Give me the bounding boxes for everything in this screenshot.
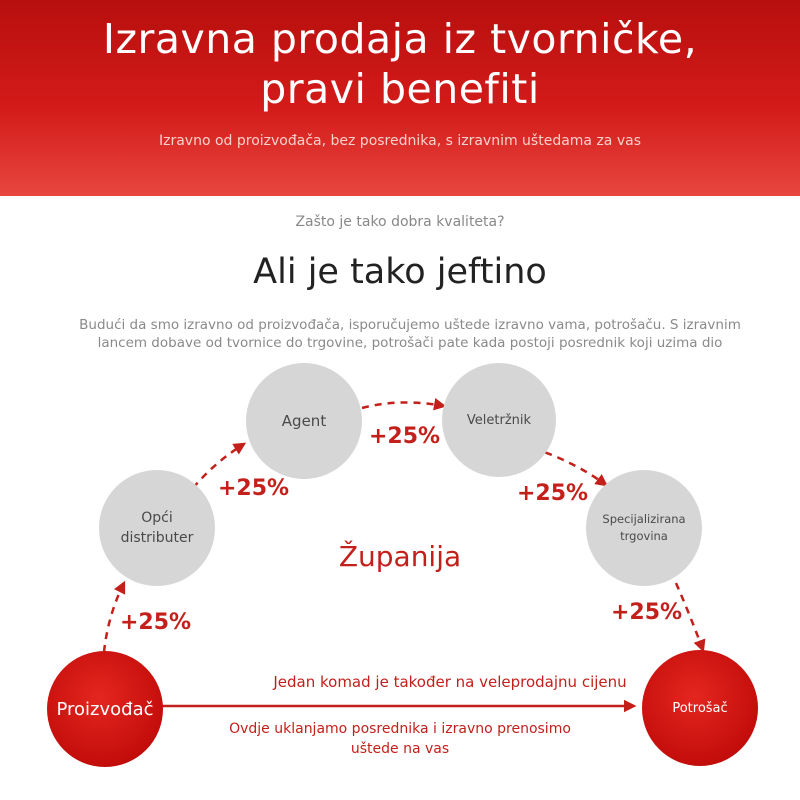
node-specialty-store-label: Specijalizirana trgovina (602, 512, 686, 543)
node-manufacturer (47, 651, 163, 767)
node-agent (246, 363, 362, 479)
hero-title-line1: Izravna prodaja iz tvorničke, (102, 15, 698, 63)
direct-line-top-label: Jedan komad je također na veleprodajnu cijenu (273, 673, 627, 691)
paragraph-line2: lancem dobave od tvornice do trgovine, potrošači pate kada postoji posrednik koji uzima dio (97, 335, 723, 351)
node-wholesaler (442, 363, 556, 477)
hero-subtitle: Izravno od proizvođača, bez posrednika, s izravnim uštedama za vas (158, 133, 641, 149)
node-agent-label: Agent (281, 412, 327, 430)
markup-label-5: +25% (611, 600, 683, 625)
direct-line-bottom-label (200, 719, 600, 759)
center-label: Županija (338, 540, 462, 573)
markup-label-1: +25% (120, 610, 192, 635)
section-question: Zašto je tako dobra kvaliteta? (295, 214, 505, 230)
direct-line-bottom-line1: Ovdje uklanjamo posrednika i izravno prenosimo (229, 721, 571, 737)
markup-label-2: +25% (218, 476, 290, 501)
node-consumer-label: Potrošač (672, 700, 728, 716)
hero-title-line2: pravi benefiti (260, 65, 540, 113)
node-general-distributor (99, 470, 215, 586)
paragraph-line1: Budući da smo izravno od proizvođača, isporučujemo uštede izravno vama, potrošaču. S izravnim (79, 317, 741, 333)
arrow-agent-to-wholesaler (362, 402, 444, 408)
markup-label-4: +25% (517, 481, 589, 506)
node-manufacturer-label: Proizvođač (56, 698, 154, 720)
node-wholesaler-label: Veletržnik (466, 412, 532, 428)
section-heading: Ali je tako jeftino (253, 252, 547, 292)
node-general-distributor-label: Opći distributer (120, 510, 194, 546)
markup-label-3: +25% (369, 424, 441, 449)
direct-line-bottom-line2: uštede na vas (350, 741, 450, 757)
node-specialty-store (586, 470, 702, 586)
node-consumer (642, 650, 758, 766)
